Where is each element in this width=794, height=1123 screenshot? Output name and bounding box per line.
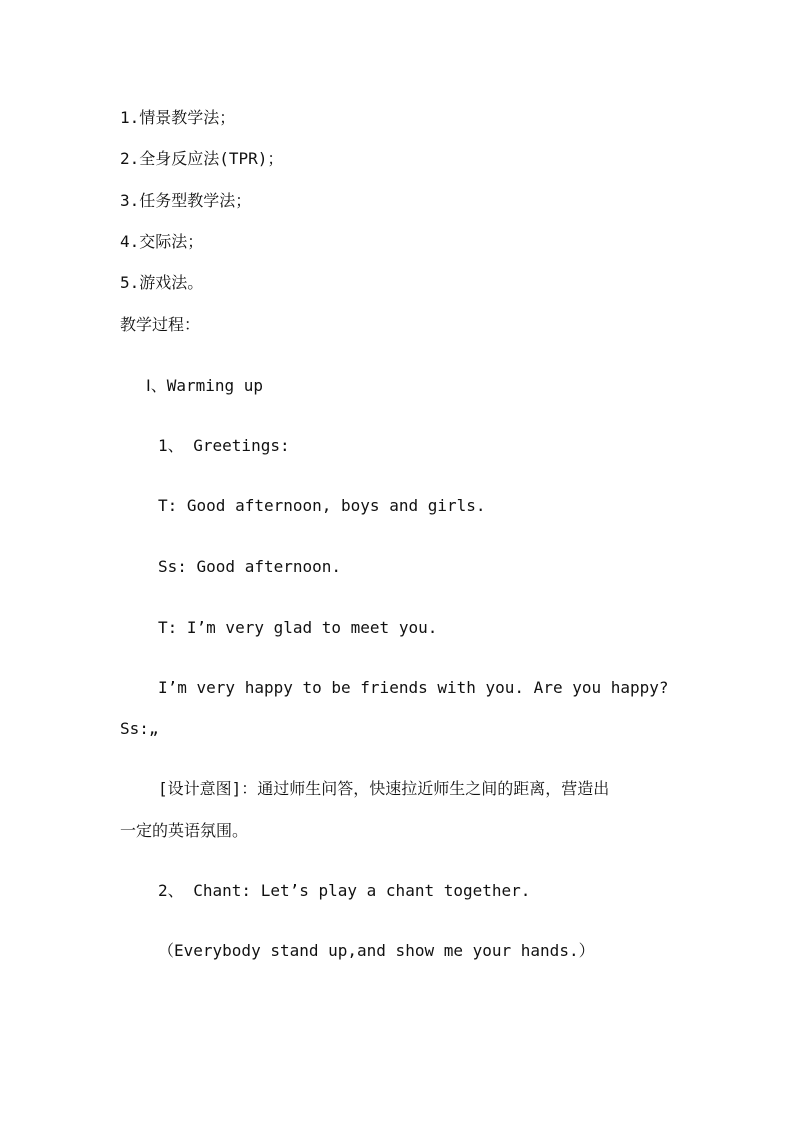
method-5: 5.游戏法。 <box>120 273 204 292</box>
chant-instruction: （Everybody stand up,and show me your hands.） <box>158 941 595 960</box>
greetings-label: 1、 Greetings: <box>158 436 290 455</box>
dialog-line-3: T: I’m very glad to meet you. <box>158 618 438 637</box>
dialog-line-2: Ss: Good afternoon. <box>158 557 342 576</box>
method-1: 1.情景教学法； <box>120 108 236 127</box>
method-4: 4.交际法； <box>120 232 204 251</box>
dialog-line-1: T: Good afternoon, boys and girls. <box>158 496 486 515</box>
method-2: 2.全身反应法(TPR)； <box>120 149 284 168</box>
dialog-line-4: I’m very happy to be friends with you. Are you happy? <box>158 678 669 697</box>
design-intent-line-2: 一定的英语氛围。 <box>120 821 249 840</box>
design-intent-line-1: [设计意图]：通过师生问答，快速拉近师生之间的距离，营造出 <box>158 779 610 798</box>
method-3: 3.任务型教学法； <box>120 191 252 210</box>
ss-reply: Ss:„ <box>120 719 159 738</box>
chant-label: 2、 Chant: Let’s play a chant together. <box>158 881 531 900</box>
section-title: Ⅰ、Warming up <box>146 376 264 395</box>
process-heading: 教学过程： <box>120 315 201 334</box>
